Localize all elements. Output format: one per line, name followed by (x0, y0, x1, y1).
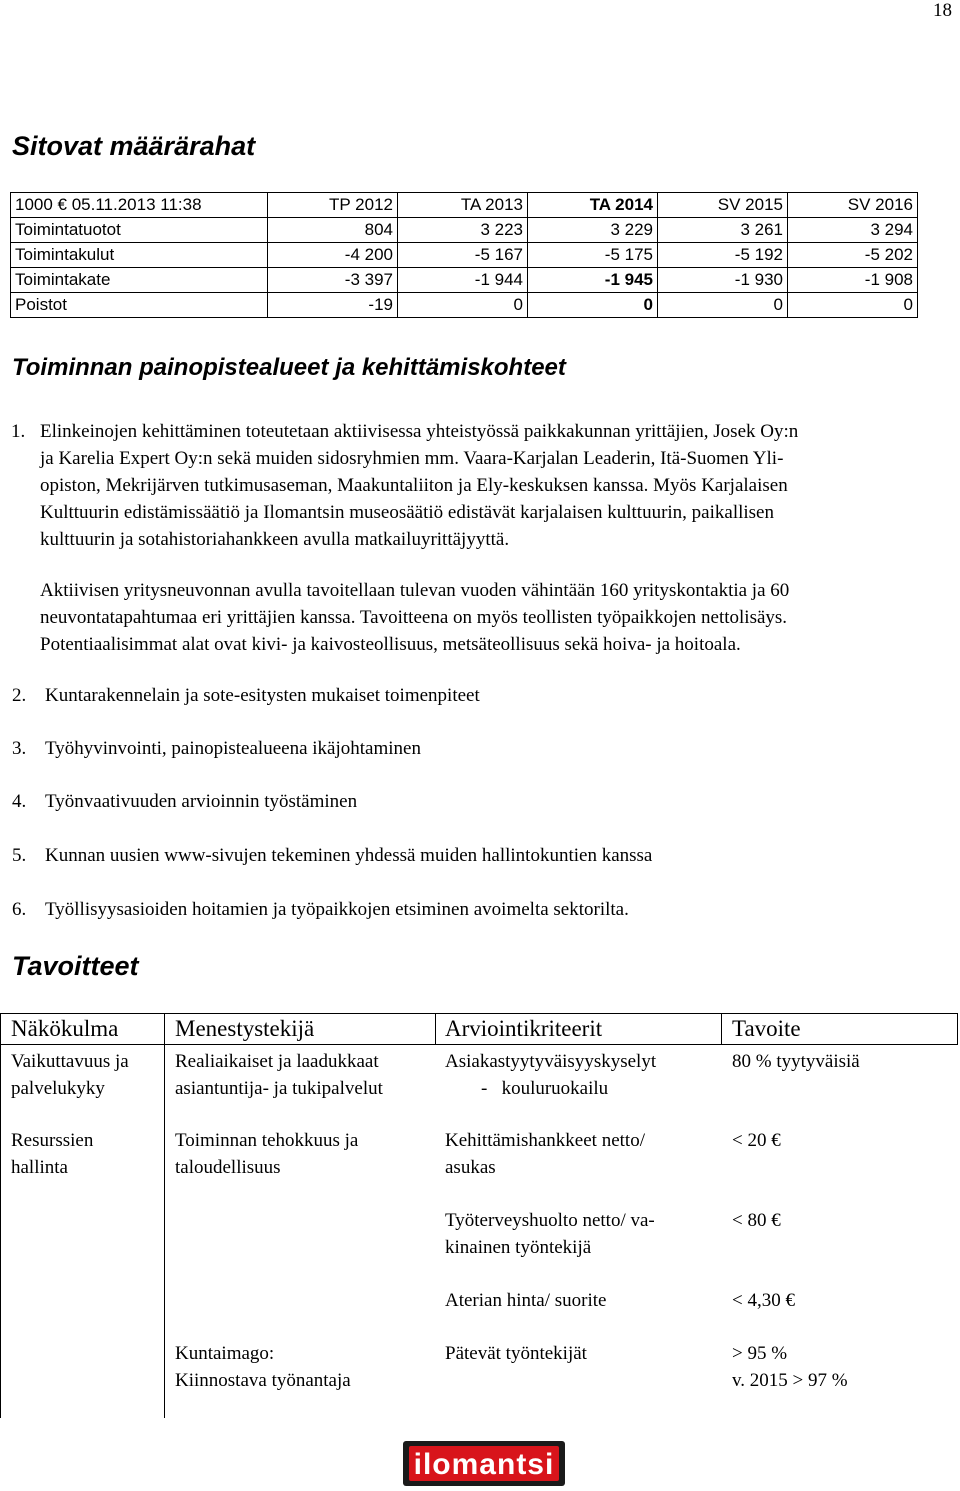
budget-header-cell: TA 2013 (398, 193, 528, 218)
goals-header-tavoite: Tavoite (732, 1016, 801, 1041)
cell-line: Kiinnostava työnantaja (175, 1370, 351, 1391)
table-divider (435, 1013, 436, 1045)
logo-text: ilomantsi (413, 1448, 555, 1481)
goals-header-arviointikriteerit: Arviointikriteerit (445, 1016, 603, 1041)
cell-line: > 95 % (732, 1343, 788, 1364)
table-cell: -1 945 (528, 268, 658, 293)
list-item-1 (11, 418, 940, 553)
list-item-6 (12, 899, 629, 921)
table-cell: 0 (658, 293, 788, 318)
goals-cell (175, 1340, 351, 1394)
goals-table (0, 1013, 960, 1418)
goals-cell (11, 1127, 93, 1181)
table-row (11, 218, 918, 243)
cell-line: kinainen työntekijä (445, 1237, 592, 1258)
table-cell: -5 192 (658, 243, 788, 268)
table-cell: -3 397 (268, 268, 398, 293)
list-item-text: Kunnan uusien www-sivujen tekeminen yhdessä muiden hallintokuntien kanssa (45, 845, 653, 866)
table-divider (0, 1013, 1, 1418)
list-item-number: 6. (12, 899, 27, 920)
cell-line: v. 2015 > 97 % (732, 1370, 848, 1391)
list-item-4 (12, 791, 357, 813)
cell-line: taloudellisuus (175, 1157, 281, 1178)
paragraph-line: Elinkeinojen kehittäminen toteutetaan aktiivisessa yhteistyössä paikkakunnan yrittäjien, Josek Oy:n (40, 421, 799, 442)
section-title-tavoitteet: Tavoitteet (12, 951, 139, 981)
list-item-text: Kuntarakennelain ja sote-esitysten mukaiset toimenpiteet (45, 685, 480, 706)
table-cell: 3 223 (398, 218, 528, 243)
goals-cell: Pätevät työntekijät (445, 1343, 587, 1364)
paragraph-line: Aktiivisen yritysneuvonnan avulla tavoitellaan tulevan vuoden vähintään 160 yrityskontaktia ja 60 (40, 580, 790, 601)
goals-cell: < 20 € (732, 1130, 781, 1151)
cell-line: asiantuntija- ja tukipalvelut (175, 1078, 383, 1099)
list-item-number: 4. (12, 791, 27, 812)
table-divider (721, 1013, 722, 1045)
goals-cell (175, 1127, 358, 1181)
cell-line: palvelukyky (11, 1078, 105, 1099)
budget-header-cell: SV 2015 (658, 193, 788, 218)
list-item-3 (12, 738, 421, 760)
table-cell: 3 261 (658, 218, 788, 243)
table-row (11, 243, 918, 268)
goals-cell (175, 1048, 383, 1102)
budget-header-cell: SV 2016 (788, 193, 918, 218)
budget-header-cell: 1000 € 05.11.2013 11:38 (11, 193, 268, 218)
cell-line: - kouluruokailu (481, 1078, 609, 1099)
cell-line: Toiminnan tehokkuus ja (175, 1130, 359, 1151)
budget-header-cell: TA 2014 (528, 193, 658, 218)
goals-header-nakokulma: Näkökulma (11, 1016, 119, 1041)
paragraph-yritysneuvonta (40, 577, 940, 658)
table-row (11, 268, 918, 293)
cell-line: Kehittämishankkeet netto/ (445, 1130, 645, 1151)
paragraph-line: Potentiaalisimmat alat ovat kivi- ja kaivosteollisuus, metsäteollisuus sekä hoiva- ja hoitoala. (40, 634, 741, 655)
row-label: Poistot (11, 293, 268, 318)
cell-line: Realiaikaiset ja laadukkaat (175, 1051, 379, 1072)
list-item-number: 1. (11, 421, 26, 442)
paragraph-line: kulttuurin ja sotahistoriahankkeen avulla matkailuyrittäjyyttä. (40, 529, 510, 550)
list-item-number: 2. (12, 685, 27, 706)
table-cell: -5 167 (398, 243, 528, 268)
table-cell: 0 (788, 293, 918, 318)
goals-cell (11, 1048, 129, 1102)
table-cell: -5 175 (528, 243, 658, 268)
list-item-text: Työhyvinvointi, painopistealueena ikäjohtaminen (45, 738, 421, 759)
ilomantsi-logo (403, 1441, 565, 1486)
goals-cell (445, 1207, 655, 1261)
list-item-2 (12, 685, 480, 707)
goals-cell (445, 1048, 656, 1102)
goals-cell (445, 1127, 645, 1181)
goals-cell (732, 1340, 848, 1394)
cell-line: Asiakastyytyväisyyskyselyt (445, 1051, 657, 1072)
table-divider (164, 1013, 165, 1418)
table-row (11, 293, 918, 318)
section-title-painopistealueet: Toiminnan painopistealueet ja kehittämiskohteet (12, 354, 566, 381)
list-item-text: Työllisyysasioiden hoitamien ja työpaikkojen etsiminen avoimelta sektorilta. (45, 899, 629, 920)
paragraph-line: neuvontatapahtumaa eri yrittäjien kanssa. Tavoitteena on myös teollisten työpaikkojen nettolisäys. (40, 607, 788, 628)
cell-line: Kuntaimago: (175, 1343, 275, 1364)
list-item-number: 3. (12, 738, 27, 759)
table-cell: -1 930 (658, 268, 788, 293)
goals-cell: < 4,30 € (732, 1290, 795, 1311)
goals-cell: < 80 € (732, 1210, 781, 1231)
cell-line: Vaikuttavuus ja (11, 1051, 129, 1072)
cell-line: Resurssien (11, 1130, 94, 1151)
cell-line: asukas (445, 1157, 496, 1178)
budget-header-cell: TP 2012 (268, 193, 398, 218)
cell-line: Työterveyshuolto netto/ va- (445, 1210, 655, 1231)
goals-cell: 80 % tyytyväisiä (732, 1051, 860, 1072)
list-item-number: 5. (12, 845, 27, 866)
budget-header-row (11, 193, 918, 218)
cell-line: hallinta (11, 1157, 68, 1178)
table-cell: -5 202 (788, 243, 918, 268)
list-item-5 (12, 845, 652, 867)
paragraph-line: Kulttuurin edistämissäätiö ja Ilomantsin museosäätiö edistävät karjalaisen kulttuurin, paikallisen (40, 502, 774, 523)
table-cell: 3 229 (528, 218, 658, 243)
table-cell: -19 (268, 293, 398, 318)
table-cell: 3 294 (788, 218, 918, 243)
table-cell: 0 (528, 293, 658, 318)
table-cell: -1 944 (398, 268, 528, 293)
table-cell: 0 (398, 293, 528, 318)
budget-table (10, 192, 918, 318)
table-cell: -4 200 (268, 243, 398, 268)
table-cell: -1 908 (788, 268, 918, 293)
list-item-text: Työnvaativuuden arvioinnin työstäminen (45, 791, 358, 812)
row-label: Toimintakate (11, 268, 268, 293)
goals-header-menestystekija: Menestystekijä (175, 1016, 315, 1041)
table-cell: 804 (268, 218, 398, 243)
goals-cell: Aterian hinta/ suorite (445, 1290, 607, 1311)
logo-graphic (403, 1441, 565, 1486)
section-title-sitovat: Sitovat määrärahat (12, 131, 256, 161)
paragraph-line: opiston, Mekrijärven tutkimusaseman, Maakuntaliiton ja Ely-keskuksen kanssa. Myös Karjalaisen (40, 475, 788, 496)
paragraph-line: ja Karelia Expert Oy:n sekä muiden sidosryhmien mm. Vaara-Karjalan Leaderin, Itä-Suomen Yli- (40, 448, 784, 469)
row-label: Toimintakulut (11, 243, 268, 268)
page-number: 18 (933, 0, 952, 21)
row-label: Toimintatuotot (11, 218, 268, 243)
